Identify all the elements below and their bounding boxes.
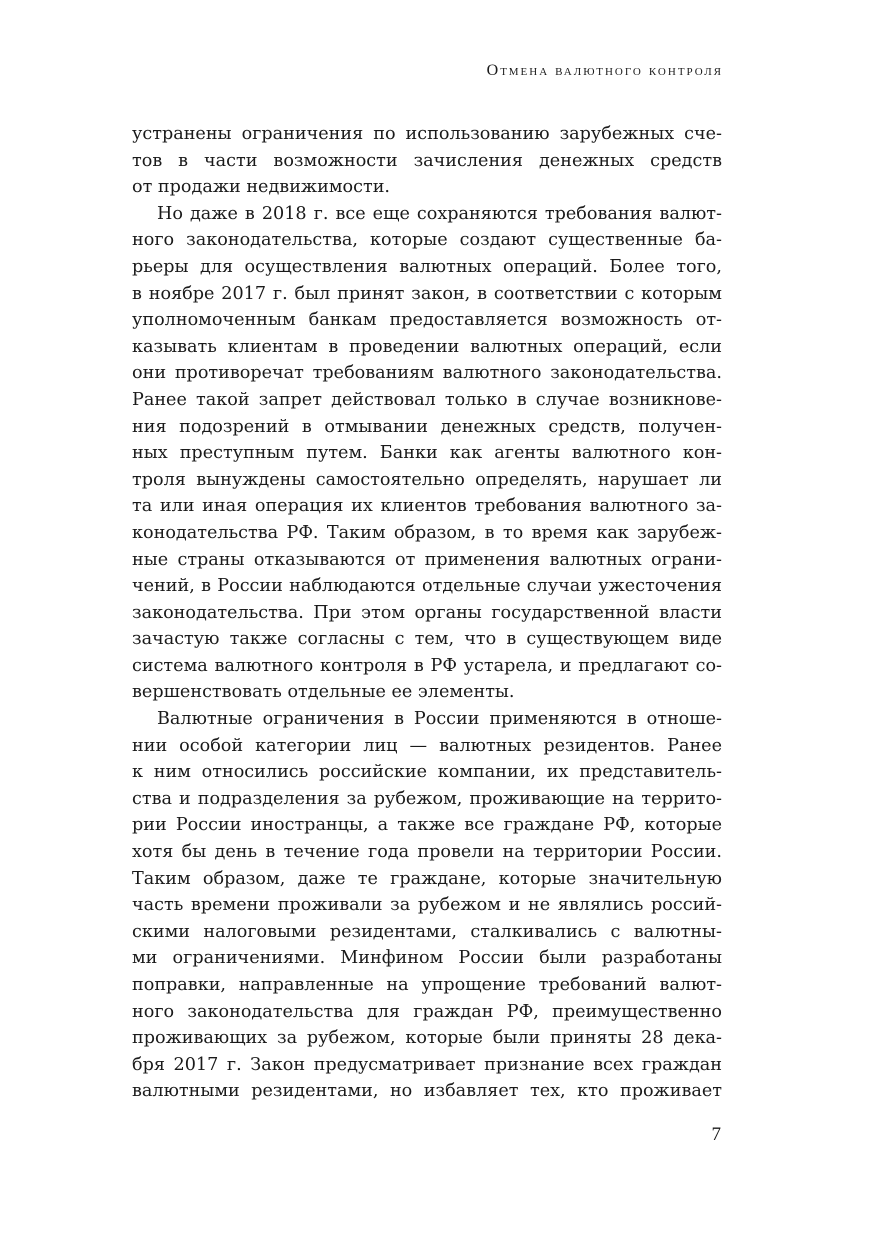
- text-line: ного законодательства для граждан РФ, преимущественно: [132, 1001, 722, 1022]
- text-line: хотя бы день в течение года провели на территории России.: [132, 842, 722, 863]
- text-line: поправки, направленные на упрощение требований валют-: [132, 975, 722, 995]
- text-line: вершенствовать отдельные ее элементы.: [132, 682, 515, 703]
- text-line: тов в части возможности зачисления денежных средств: [132, 150, 722, 171]
- text-line: конодательства РФ. Таким образом, в то время как зарубеж-: [132, 522, 722, 543]
- text-line: система валютного контроля в РФ устарела, и предлагают со-: [132, 655, 722, 676]
- running-head: Отмена валютного контроля: [486, 62, 723, 79]
- text-line: ного законодательства, которые создают существенные ба-: [132, 230, 722, 251]
- text-line: рии России иностранцы, а также все граждане РФ, которые: [132, 815, 722, 836]
- text-line: Валютные ограничения в России применяются в отноше-: [157, 709, 722, 730]
- text-line: бря 2017 г. Закон предусматривает признание всех граждан: [132, 1054, 722, 1075]
- text-line: от продажи недвижимости.: [132, 177, 391, 198]
- text-line: нии особой категории лиц — валютных резидентов. Ранее: [132, 735, 722, 756]
- text-line: устранены ограничения по использованию зарубежных сче-: [132, 124, 722, 144]
- text-line: валютными резидентами, но избавляет тех, кто проживает: [132, 1081, 722, 1102]
- text-line: они противоречат требованиям валютного законодательства.: [132, 363, 722, 384]
- text-line: чений, в России наблюдаются отдельные случаи ужесточения: [132, 576, 722, 597]
- text-line: скими налоговыми резидентами, сталкивались с валютны-: [132, 921, 722, 942]
- text-line: зачастую также согласны с тем, что в существующем виде: [132, 629, 722, 650]
- body-text: [132, 121, 722, 1105]
- text-line: Но даже в 2018 г. все еще сохраняются требования валют-: [157, 203, 722, 224]
- text-line: ства и подразделения за рубежом, проживающие на террито-: [132, 788, 722, 809]
- page-number: 7: [711, 1124, 721, 1145]
- text-line: законодательства. При этом органы государственной власти: [132, 602, 722, 623]
- text-line: в ноябре 2017 г. был принят закон, в соответствии с которым: [132, 283, 722, 304]
- text-line: ных преступным путем. Банки как агенты валютного кон-: [132, 443, 722, 464]
- text-line: ния подозрений в отмывании денежных средств, получен-: [132, 416, 722, 437]
- text-line: к ним относились российские компании, их представитель-: [132, 762, 722, 783]
- text-line: уполномоченным банкам предоставляется возможность от-: [132, 310, 722, 331]
- text-line: часть времени проживали за рубежом и не являлись россий-: [132, 895, 722, 916]
- text-line: Ранее такой запрет действовал только в случае возникнове-: [132, 389, 722, 410]
- text-line: проживающих за рубежом, которые были приняты 28 дека-: [132, 1028, 722, 1049]
- text-line: троля вынуждены самостоятельно определять, нарушает ли: [132, 469, 722, 490]
- text-line: та или иная операция их клиентов требования валютного за-: [132, 496, 722, 517]
- text-line: ми ограничениями. Минфином России были разработаны: [132, 948, 722, 969]
- text-line: ные страны отказываются от применения валютных ограни-: [132, 549, 722, 570]
- text-line: рьеры для осуществления валютных операций. Более того,: [132, 256, 722, 277]
- text-line: казывать клиентам в проведении валютных операций, если: [132, 336, 722, 357]
- text-line: Таким образом, даже те граждане, которые значительную: [132, 868, 722, 889]
